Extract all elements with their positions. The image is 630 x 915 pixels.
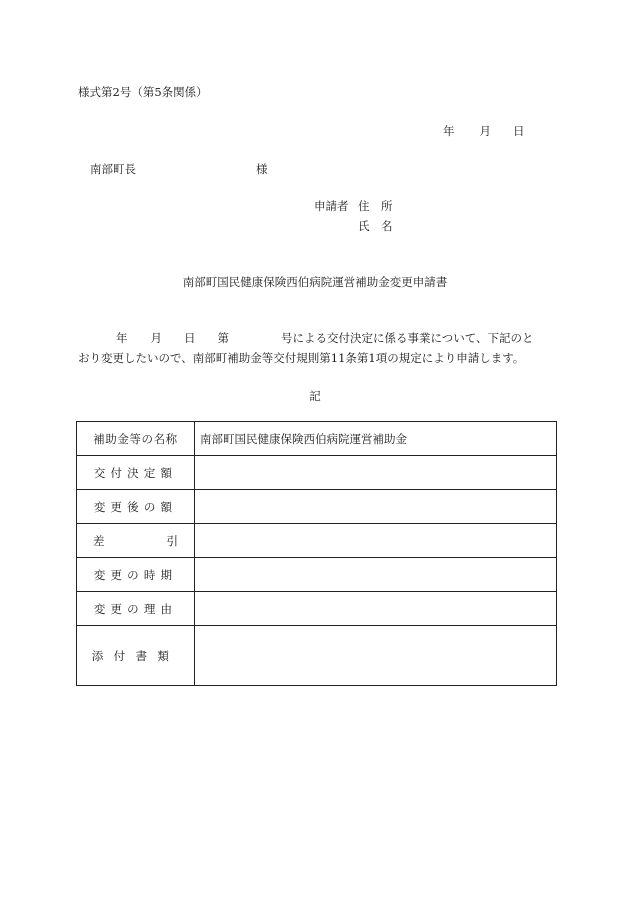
row-label-split (77, 524, 195, 558)
row-value (195, 626, 557, 686)
body-year: 年 (116, 331, 128, 345)
row-value (195, 456, 557, 490)
applicant-address-label: 住 所 (358, 199, 393, 213)
form-number: 様式第2号（第5条関係） (78, 85, 208, 99)
row-label: 補助金等の名称 (77, 422, 195, 456)
body-dai: 第 (217, 331, 229, 345)
row-value (195, 490, 557, 524)
row-label-end: 引 (166, 533, 178, 548)
date-day: 日 (513, 124, 525, 138)
row-value (195, 558, 557, 592)
row-label: 変更の理由 (77, 592, 195, 626)
date-line (443, 123, 525, 139)
applicant-address-row (314, 198, 393, 214)
applicant-name-label: 氏 名 (358, 219, 393, 233)
table-row (77, 592, 557, 626)
body-day: 日 (184, 331, 196, 345)
addressee (90, 161, 268, 177)
table-row (77, 490, 557, 524)
table-row (77, 558, 557, 592)
ki-heading: 記 (309, 389, 321, 403)
row-label: 交付決定額 (77, 456, 195, 490)
detail-table (76, 421, 557, 686)
body-line-2: おり変更したいので、南部町補助金等交付規則第11条第1項の規定により申請します。 (78, 351, 525, 365)
table-row (77, 524, 557, 558)
applicant-role: 申請者 (314, 199, 349, 213)
date-year: 年 (443, 124, 455, 138)
row-value (195, 592, 557, 626)
document-title: 南部町国民健康保険西伯病院運営補助金変更申請書 (182, 275, 448, 289)
table-row (77, 626, 557, 686)
row-label: 変更の時期 (77, 558, 195, 592)
row-value: 南部町国民健康保険西伯病院運営補助金 (195, 422, 557, 456)
body-line-1 (116, 330, 534, 346)
body-month: 月 (150, 331, 162, 345)
table-row (77, 422, 557, 456)
date-month: 月 (479, 124, 491, 138)
addressee-name: 南部町長 (90, 162, 136, 176)
addressee-suffix: 様 (256, 162, 268, 176)
row-label: 変更後の額 (77, 490, 195, 524)
body-line1-rest: 号による交付決定に係る事業について、下記のと (281, 331, 534, 345)
table-row (77, 456, 557, 490)
row-value (195, 524, 557, 558)
row-label: 添付書類 (77, 626, 195, 686)
row-label-start: 差 (93, 533, 105, 548)
